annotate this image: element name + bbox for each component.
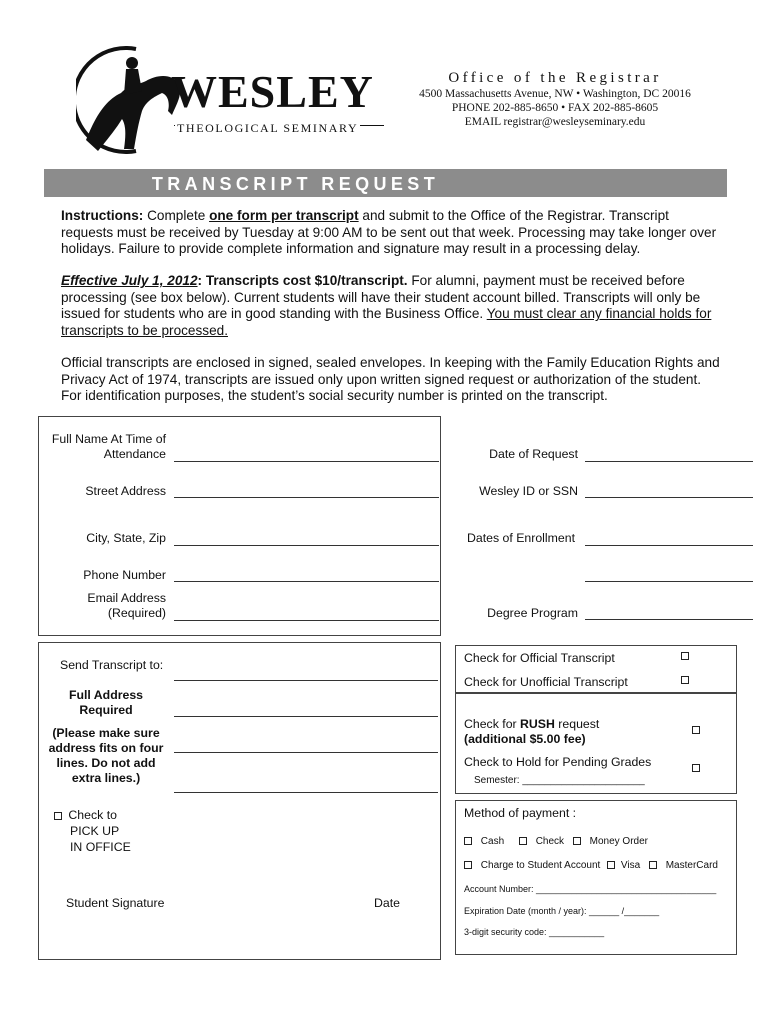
logo-title: WESLEY (171, 66, 374, 117)
date-label: Date (374, 896, 400, 910)
money-order-checkbox[interactable] (573, 837, 581, 845)
instructions-label: Instructions: (61, 208, 144, 223)
dates-enrollment-field-2[interactable] (585, 581, 753, 582)
full-name-label: Full Name At Time of Attendance (51, 432, 166, 461)
check-label: Check (535, 836, 565, 847)
city-state-zip-field[interactable] (174, 545, 439, 546)
payment-row-2 (464, 860, 718, 871)
unofficial-option-label: Check for Unofficial Transcript (464, 675, 628, 689)
full-address-required: Full Address Required (68, 688, 144, 717)
office-email: EMAIL registrar@wesleyseminary.edu (464, 116, 646, 128)
effective-cost: : Transcripts cost $10/transcript. (197, 273, 408, 288)
effective-financial-holds: You must clear any financial holds for transcripts to be processed. (61, 306, 712, 338)
money-order-label: Money Order (589, 836, 648, 847)
page-title: TRANSCRIPT REQUEST (44, 169, 727, 197)
instructions-text-1: Complete (143, 208, 210, 223)
pickup-text-1: PICK UP (70, 824, 120, 838)
visa-checkbox[interactable] (607, 861, 615, 869)
address-note: (Please make sure address fits on four lines. Do not add extra lines.) (48, 726, 164, 785)
security-code-field[interactable]: 3-digit security code: ___________ (464, 927, 605, 937)
charge-account-label: Charge to Student Account (480, 860, 601, 871)
payment-title: Method of payment : (464, 806, 577, 820)
charge-account-checkbox[interactable] (464, 861, 472, 869)
wesley-id-field[interactable] (585, 497, 753, 498)
cash-label: Cash (480, 836, 505, 847)
effective-text: For alumni, payment must be received before processing (see box below). Current students will have their student account billed. Transcripts will only be issued for students who are in good standing with the Business Office. (61, 273, 701, 321)
rush-checkbox[interactable] (692, 726, 700, 734)
street-address-label: Street Address (85, 484, 166, 498)
expiration-field[interactable]: Expiration Date (month / year): ______ /_______ (464, 906, 660, 916)
address-line-4[interactable] (174, 792, 438, 793)
visa-label: Visa (620, 860, 641, 871)
payment-row-1 (464, 836, 648, 847)
rush-fee: (additional $5.00 fee) (464, 732, 586, 746)
dates-enrollment-field[interactable] (585, 545, 753, 546)
semester-field[interactable]: Semester: ______________________ (474, 775, 645, 786)
dates-enrollment-label: Dates of Enrollment (467, 531, 575, 545)
office-title: Office of the Registrar (448, 70, 662, 86)
official-checkbox[interactable] (681, 652, 689, 660)
full-name-field[interactable] (174, 461, 439, 462)
address-line-3[interactable] (174, 752, 438, 753)
effective-paragraph (61, 273, 721, 339)
account-number-field[interactable]: Account Number: ____________________________________ (464, 884, 717, 894)
instructions-paragraph (61, 208, 721, 258)
official-option-label: Check for Official Transcript (464, 651, 615, 665)
email-field[interactable] (174, 620, 439, 621)
cash-checkbox[interactable] (464, 837, 472, 845)
hold-checkbox[interactable] (692, 764, 700, 772)
effective-date: Effective July 1, 2012 (61, 273, 198, 288)
check-checkbox[interactable] (519, 837, 527, 845)
office-address: 4500 Massachusetts Avenue, NW • Washington, DC 20016 (419, 88, 691, 100)
instructions-emphasis: one form per transcript (209, 208, 359, 223)
address-line-2[interactable] (174, 716, 438, 717)
wesley-logo (76, 45, 386, 155)
date-request-label: Date of Request (489, 447, 578, 461)
hold-label: Check to Hold for Pending Grades (464, 755, 652, 769)
office-phone-fax: PHONE 202-885-8650 • FAX 202-885-8605 (451, 102, 659, 114)
unofficial-checkbox[interactable] (681, 676, 689, 684)
send-transcript-label: Send Transcript to: (60, 658, 164, 672)
pickup-checkbox[interactable] (54, 812, 62, 820)
email-label: Email Address (Required) (87, 591, 166, 620)
official-paragraph: Official transcripts are enclosed in signed, sealed envelopes. In keeping with the Family Education Rights and Privacy Act of 1974, transcripts are issued only upon written signed request or authorization of the student. For identification purposes, the student’s social security number is printed on the transcript. (61, 355, 720, 403)
pickup-text-2: IN OFFICE (70, 840, 131, 854)
city-state-zip-label: City, State, Zip (86, 531, 166, 545)
signature-label: Student Signature (66, 896, 165, 910)
degree-program-field[interactable] (585, 619, 753, 620)
street-address-field[interactable] (174, 497, 439, 498)
date-request-field[interactable] (585, 461, 753, 462)
wesley-id-label: Wesley ID or SSN (479, 484, 578, 498)
phone-label: Phone Number (83, 568, 166, 582)
instructions-text-2: and submit to the Office of the Registrar. Transcript requests must be received by Tuesday at 9:00 AM to be sent out that week. Processing may take longer over holidays. Failure to provide complete information and signature may result in a processing delay. (61, 208, 717, 256)
address-line-1[interactable] (174, 680, 438, 681)
degree-program-label: Degree Program (487, 606, 578, 620)
mastercard-label: MasterCard (665, 860, 718, 871)
rush-label: Check for RUSH request (464, 717, 600, 731)
pickup-label: Check to (68, 808, 117, 822)
mastercard-checkbox[interactable] (649, 861, 657, 869)
pickup-option[interactable] (54, 808, 117, 823)
phone-field[interactable] (174, 581, 439, 582)
logo-subtitle: THEOLOGICAL SEMINARY (177, 121, 359, 135)
